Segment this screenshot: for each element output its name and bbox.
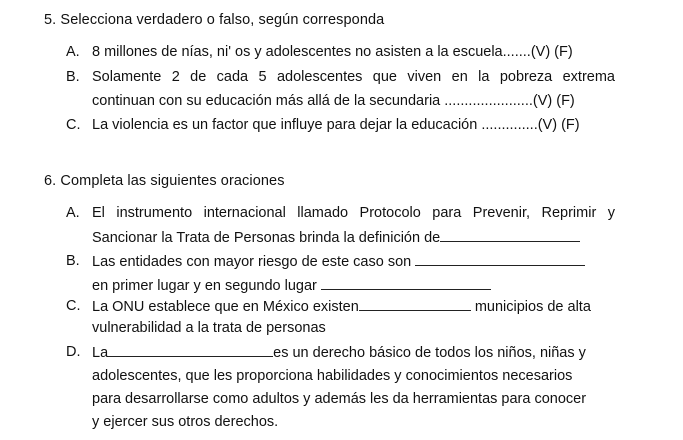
q6-item-b-blank-2[interactable] [321,277,491,290]
q6-item-c-line1 [92,298,591,315]
question-6-title: 6. Completa las siguientes oraciones [44,173,285,189]
question-5-title: 5. Selecciona verdadero o falso, según corresponda [44,12,385,28]
q6-item-a-letter: A. [66,205,80,221]
q5-item-c-text: La violencia es un factor que influye para dejar la educación ..............(V) (F) [92,117,580,133]
q5-item-b-letter: B. [66,69,80,85]
q6-item-d-line1 [92,344,586,361]
q6-item-c-line2: vulnerabilidad a la trata de personas [92,320,326,336]
q6-item-d-line3: para desarrollarse como adultos y además les da herramientas para conocer [92,391,587,407]
q6-item-a-line1: El instrumento internacional llamado Protocolo para Prevenir, Reprimir y [92,205,615,221]
q6-item-d-blank[interactable] [108,344,273,357]
q5-item-a-text: 8 millones de nías, ni' os y adolescentes no asisten a la escuela.......(V) (F) [92,44,573,60]
q6-item-c-line1-before: La ONU establece que en México existen [92,299,359,315]
q6-item-a-line2 [92,229,580,246]
q6-item-b-line1 [92,253,585,270]
q5-item-b-text-line2: continuan con su educación más allá de la secundaria ......................(V) (F) [92,93,575,109]
q6-item-b-line1-text: Las entidades con mayor riesgo de este caso son [92,254,412,270]
q6-item-b-line2-text: en primer lugar y en segundo lugar [92,278,317,294]
q6-item-a-blank[interactable] [440,229,580,242]
q5-item-b-text-line1: Solamente 2 de cada 5 adolescentes que viven en la pobreza extrema [92,69,615,85]
q6-item-b-line2 [92,277,491,294]
q6-item-c-line1-after: municipios de alta [474,299,591,315]
q6-item-d-line1-before: La [92,345,109,361]
q5-item-c-letter: C. [66,117,81,133]
q6-item-d-line4: y ejercer sus otros derechos. [92,414,279,430]
q6-item-b-letter: B. [66,253,80,269]
q5-item-a-letter: A. [66,44,80,60]
q6-item-c-blank[interactable] [359,298,471,311]
q6-item-c-letter: C. [66,298,81,314]
q6-item-d-line1-after: es un derecho básico de todos los niños, niñas y [273,345,586,361]
q6-item-d-letter: D. [66,344,81,360]
q6-item-a-line2-text: Sancionar la Trata de Personas brinda la definición de [92,230,441,246]
q6-item-b-blank-1[interactable] [415,253,585,266]
q6-item-d-line2: adolescentes, que les proporciona habilidades y conocimientos necesarios [92,368,573,384]
